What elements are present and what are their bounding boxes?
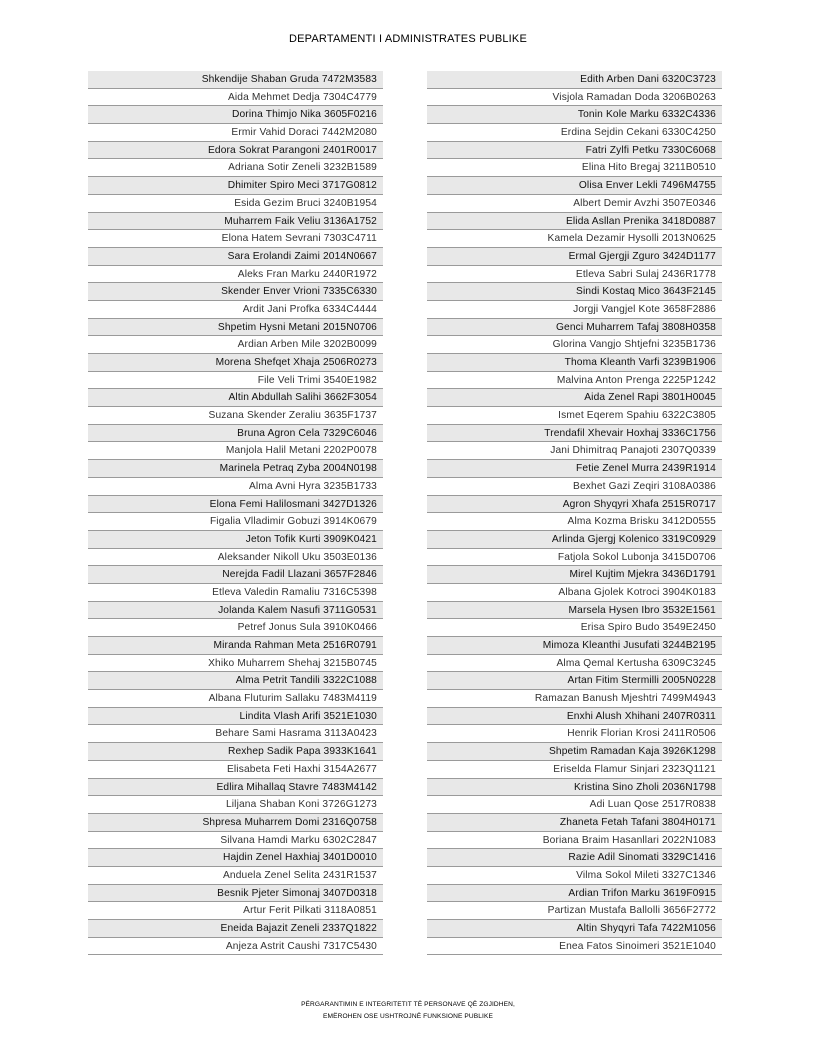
list-item: Figalia Vlladimir Gobuzi 3914K0679	[88, 513, 383, 531]
list-item: Manjola Halil Metani 2202P0078	[88, 442, 383, 460]
list-item: Malvina Anton Prenga 2225P1242	[427, 372, 722, 390]
list-item: Mimoza Kleanthi Jusufati 3244B2195	[427, 637, 722, 655]
list-item: Esida Gezim Bruci 3240B1954	[88, 195, 383, 213]
list-item: Boriana Braim Hasanllari 2022N1083	[427, 832, 722, 850]
list-item: Ardian Trifon Marku 3619F0915	[427, 885, 722, 903]
list-item: Olisa Enver Lekli 7496M4755	[427, 177, 722, 195]
list-item: Alma Kozma Brisku 3412D0555	[427, 513, 722, 531]
list-item: Xhiko Muharrem Shehaj 3215B0745	[88, 655, 383, 673]
list-item: Aida Mehmet Dedja 7304C4779	[88, 89, 383, 107]
list-item: Liljana Shaban Koni 3726G1273	[88, 796, 383, 814]
list-item: Altin Abdullah Salihi 3662F3054	[88, 389, 383, 407]
list-item: Jani Dhimitraq Panajoti 2307Q0339	[427, 442, 722, 460]
footer-line-2: EMËROHEN OSE USHTROJNË FUNKSIONE PUBLIKE	[323, 1013, 493, 1020]
right-name-list	[427, 71, 722, 955]
list-item: Aleks Fran Marku 2440R1972	[88, 266, 383, 284]
footer-line-1: PËRGARANTIMIN E INTEGRITETIT TË PERSONAVE QË ZGJIDHEN,	[301, 1001, 515, 1008]
list-item: Alma Qemal Kertusha 6309C3245	[427, 655, 722, 673]
list-item: Eriselda Flamur Sinjari 2323Q1121	[427, 761, 722, 779]
list-item: Etleva Sabri Sulaj 2436R1778	[427, 266, 722, 284]
list-item: Dorina Thimjo Nika 3605F0216	[88, 106, 383, 124]
list-item: Fatri Zylfi Petku 7330C6068	[427, 142, 722, 160]
list-item: Lindita Vlash Arifi 3521E1030	[88, 708, 383, 726]
list-item: Kamela Dezamir Hysolli 2013N0625	[427, 230, 722, 248]
list-item: Adi Luan Qose 2517R0838	[427, 796, 722, 814]
list-item: Etleva Valedin Ramaliu 7316C5398	[88, 584, 383, 602]
list-item: Elona Femi Halilosmani 3427D1326	[88, 496, 383, 514]
list-item: Glorina Vangjo Shtjefni 3235B1736	[427, 336, 722, 354]
list-item: Morena Shefqet Xhaja 2506R0273	[88, 354, 383, 372]
list-item: Erdina Sejdin Cekani 6330C4250	[427, 124, 722, 142]
list-item: Adriana Sotir Zeneli 3232B1589	[88, 159, 383, 177]
list-item: Aleksander Nikoll Uku 3503E0136	[88, 549, 383, 567]
list-item: Edora Sokrat Parangoni 2401R0017	[88, 142, 383, 160]
list-item: Ismet Eqerem Spahiu 6322C3805	[427, 407, 722, 425]
footer	[0, 999, 816, 1023]
list-item: Fetie Zenel Murra 2439R1914	[427, 460, 722, 478]
list-item: Bexhet Gazi Zeqiri 3108A0386	[427, 478, 722, 496]
list-item: Edlira Mihallaq Stavre 7483M4142	[88, 779, 383, 797]
list-item: Ermir Vahid Doraci 7442M2080	[88, 124, 383, 142]
list-item: Marinela Petraq Zyba 2004N0198	[88, 460, 383, 478]
list-item: Alma Petrit Tandili 3322C1088	[88, 672, 383, 690]
list-item: Shpetim Ramadan Kaja 3926K1298	[427, 743, 722, 761]
list-item: Enea Fatos Sinoimeri 3521E1040	[427, 938, 722, 956]
list-item: Shkendije Shaban Gruda 7472M3583	[88, 71, 383, 89]
list-item: Zhaneta Fetah Tafani 3804H0171	[427, 814, 722, 832]
list-item: Ardit Jani Profka 6334C4444	[88, 301, 383, 319]
list-item: Silvana Hamdi Marku 6302C2847	[88, 832, 383, 850]
list-item: Bruna Agron Cela 7329C6046	[88, 425, 383, 443]
list-item: Agron Shyqyri Xhafa 2515R0717	[427, 496, 722, 514]
list-item: Aida Zenel Rapi 3801H0045	[427, 389, 722, 407]
list-item: Visjola Ramadan Doda 3206B0263	[427, 89, 722, 107]
list-item: Fatjola Sokol Lubonja 3415D0706	[427, 549, 722, 567]
list-item: Behare Sami Hasrama 3113A0423	[88, 725, 383, 743]
list-item: Albert Demir Avzhi 3507E0346	[427, 195, 722, 213]
list-item: Suzana Skender Zeraliu 3635F1737	[88, 407, 383, 425]
list-item: Marsela Hysen Ibro 3532E1561	[427, 602, 722, 620]
list-item: Albana Gjolek Kotroci 3904K0183	[427, 584, 722, 602]
list-item: Enxhi Alush Xhihani 2407R0311	[427, 708, 722, 726]
list-item: Anjeza Astrit Caushi 7317C5430	[88, 938, 383, 956]
list-item: Muharrem Faik Veliu 3136A1752	[88, 213, 383, 231]
list-item: Elisabeta Feti Haxhi 3154A2677	[88, 761, 383, 779]
list-item: Artan Fitim Stermilli 2005N0228	[427, 672, 722, 690]
list-item: Sara Erolandi Zaimi 2014N0667	[88, 248, 383, 266]
list-item: Ardian Arben Mile 3202B0099	[88, 336, 383, 354]
list-item: Thoma Kleanth Varfi 3239B1906	[427, 354, 722, 372]
list-item: Razie Adil Sinomati 3329C1416	[427, 849, 722, 867]
list-item: Jorgji Vangjel Kote 3658F2886	[427, 301, 722, 319]
list-item: Albana Fluturim Sallaku 7483M4119	[88, 690, 383, 708]
list-item: Eneida Bajazit Zeneli 2337Q1822	[88, 920, 383, 938]
list-item: Vilma Sokol Mileti 3327C1346	[427, 867, 722, 885]
list-item: Altin Shyqyri Tafa 7422M1056	[427, 920, 722, 938]
list-item: Skender Enver Vrioni 7335C6330	[88, 283, 383, 301]
list-item: Trendafil Xhevair Hoxhaj 3336C1756	[427, 425, 722, 443]
list-item: Sindi Kostaq Mico 3643F2145	[427, 283, 722, 301]
list-item: Petref Jonus Sula 3910K0466	[88, 619, 383, 637]
list-item: Artur Ferit Pilkati 3118A0851	[88, 902, 383, 920]
list-item: Anduela Zenel Selita 2431R1537	[88, 867, 383, 885]
page-title: DEPARTAMENTI I ADMINISTRATES PUBLIKE	[288, 33, 528, 45]
list-item: Dhimiter Spiro Meci 3717G0812	[88, 177, 383, 195]
list-item: Partizan Mustafa Ballolli 3656F2772	[427, 902, 722, 920]
list-item: Mirel Kujtim Mjekra 3436D1791	[427, 566, 722, 584]
list-item: Tonin Kole Marku 6332C4336	[427, 106, 722, 124]
list-item: Arlinda Gjergj Kolenico 3319C0929	[427, 531, 722, 549]
list-item: Ramazan Banush Mjeshtri 7499M4943	[427, 690, 722, 708]
list-item: Besnik Pjeter Simonaj 3407D0318	[88, 885, 383, 903]
list-item: Alma Avni Hyra 3235B1733	[88, 478, 383, 496]
list-item: Elona Hatem Sevrani 7303C4711	[88, 230, 383, 248]
list-item: Erisa Spiro Budo 3549E2450	[427, 619, 722, 637]
list-item: Edith Arben Dani 6320C3723	[427, 71, 722, 89]
list-item: Shpresa Muharrem Domi 2316Q0758	[88, 814, 383, 832]
list-item: Hajdin Zenel Haxhiaj 3401D0010	[88, 849, 383, 867]
list-item: Ermal Gjergji Zguro 3424D1177	[427, 248, 722, 266]
list-item: Jeton Tofik Kurti 3909K0421	[88, 531, 383, 549]
list-item: Elina Hito Bregaj 3211B0510	[427, 159, 722, 177]
list-item: Jolanda Kalem Nasufi 3711G0531	[88, 602, 383, 620]
list-item: Kristina Sino Zholi 2036N1798	[427, 779, 722, 797]
list-item: Genci Muharrem Tafaj 3808H0358	[427, 319, 722, 337]
list-item: Rexhep Sadik Papa 3933K1641	[88, 743, 383, 761]
list-item: Henrik Florian Krosi 2411R0506	[427, 725, 722, 743]
list-item: Miranda Rahman Meta 2516R0791	[88, 637, 383, 655]
list-item: Nerejda Fadil Llazani 3657F2846	[88, 566, 383, 584]
list-item: Elida Asllan Prenika 3418D0887	[427, 213, 722, 231]
left-name-list	[88, 71, 383, 955]
list-item: File Veli Trimi 3540E1982	[88, 372, 383, 390]
list-item: Shpetim Hysni Metani 2015N0706	[88, 319, 383, 337]
